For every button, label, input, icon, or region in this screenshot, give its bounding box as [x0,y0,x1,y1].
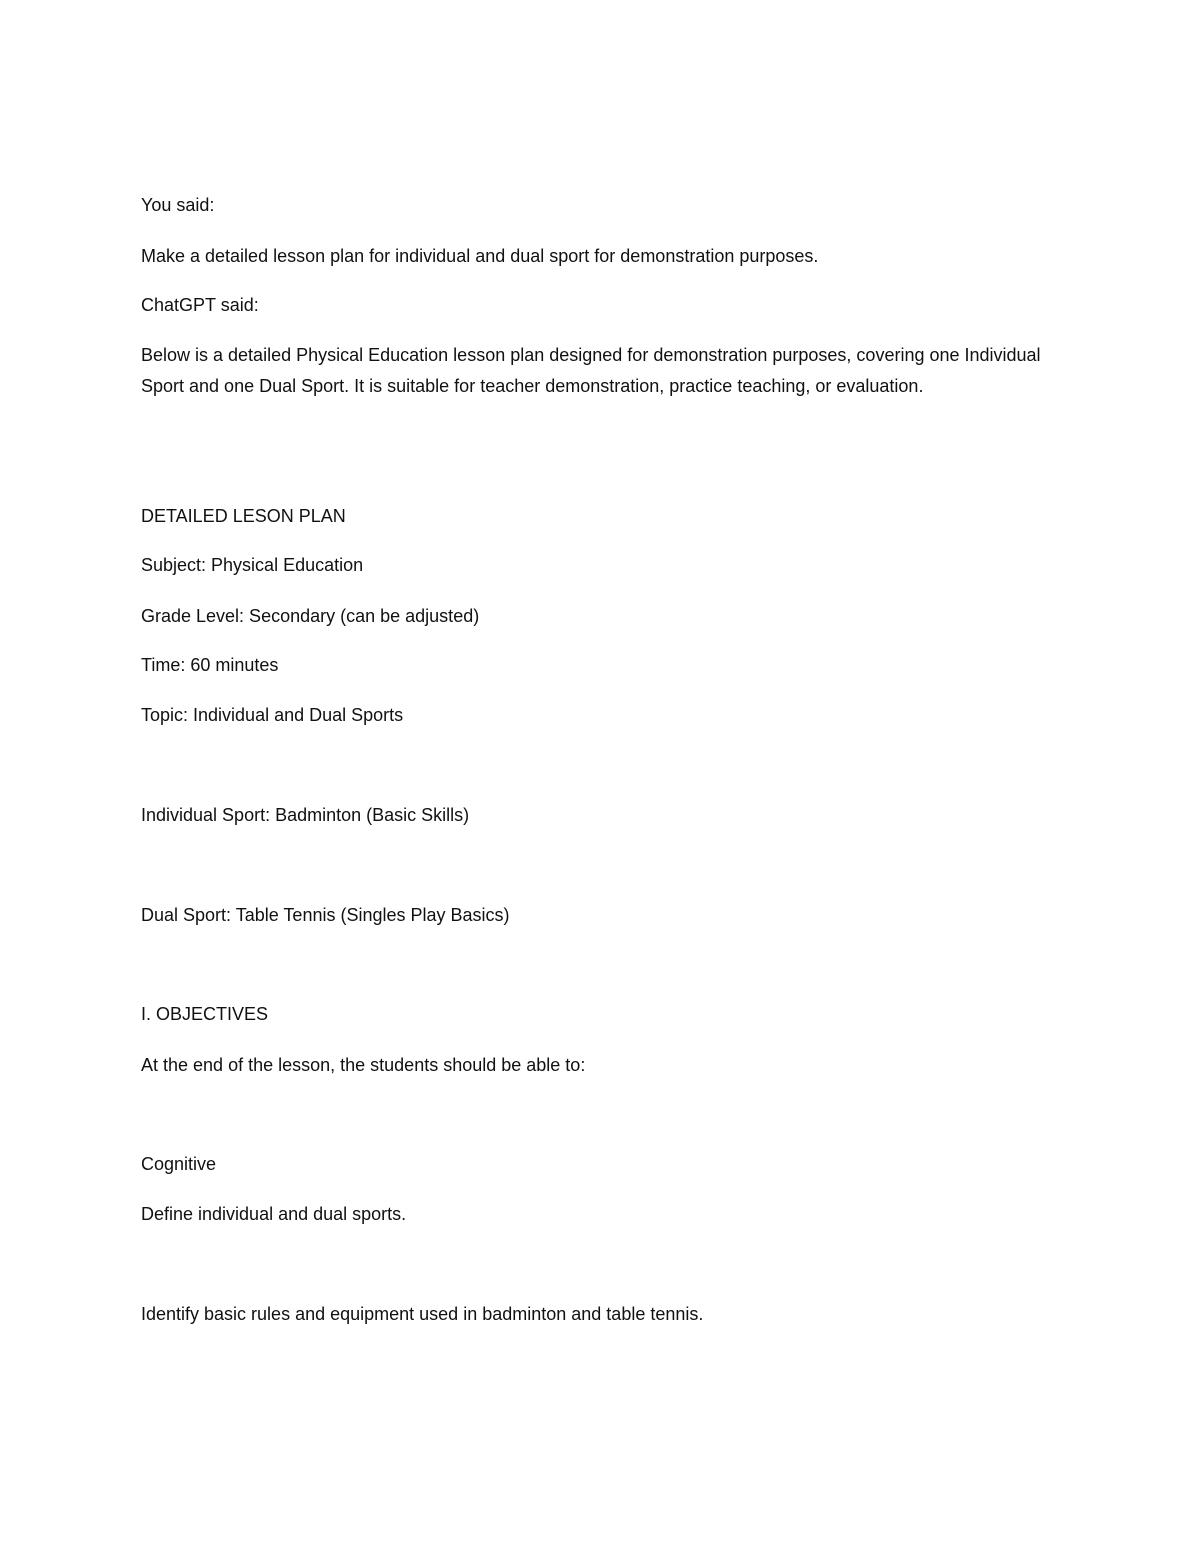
grade-level-line: Grade Level: Secondary (can be adjusted) [141,606,480,626]
objectives-intro: At the end of the lesson, the students should be able to: [141,1055,586,1075]
individual-sport-line: Individual Sport: Badminton (Basic Skills) [141,805,470,825]
user-prompt: Make a detailed lesson plan for individual and dual sport for demonstration purposes. [141,246,819,266]
time-line: Time: 60 minutes [141,655,279,675]
intro-paragraph: Below is a detailed Physical Education lesson plan designed for demonstration purposes, covering one Individual Sport and one Dual Sport. It is suitable for teacher demonstration, practice teaching, or evaluation. [141,345,1041,396]
objective-item: Define individual and dual sports. [141,1204,407,1224]
you-said-label: You said: [141,195,215,215]
chatgpt-said-label: ChatGPT said: [141,295,259,315]
objectives-heading: I. OBJECTIVES [141,1004,269,1024]
plan-title: DETAILED LESON PLAN [141,506,346,526]
topic-line: Topic: Individual and Dual Sports [141,705,404,725]
subject-line: Subject: Physical Education [141,555,364,575]
cognitive-heading: Cognitive [141,1154,217,1174]
dual-sport-line: Dual Sport: Table Tennis (Singles Play Basics) [141,905,510,925]
objective-item: Identify basic rules and equipment used in badminton and table tennis. [141,1304,704,1324]
